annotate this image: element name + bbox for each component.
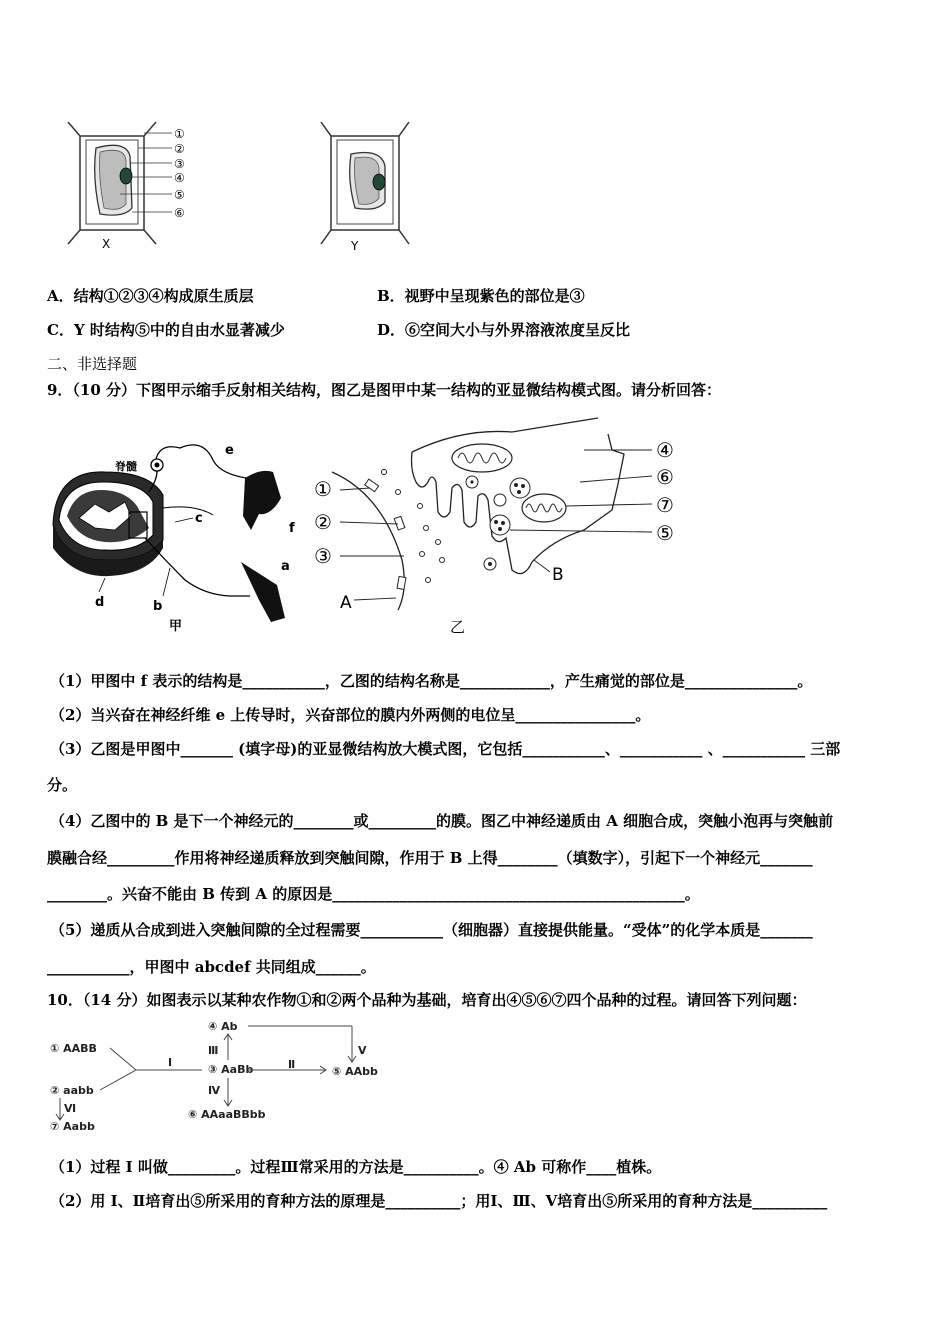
step-v: Ⅴ <box>358 1044 367 1057</box>
synapse-marker-5: ⑤ <box>656 521 674 545</box>
q9-stem: 9．（10 分）下图甲示缩手反射相关结构，图乙是图甲中某一结构的亚显微结构模式图。请分析回答： <box>47 381 722 399</box>
synapse-label-b: B <box>552 565 564 585</box>
synapse-marker-2: ② <box>314 510 332 534</box>
synapse-marker-1: ① <box>314 477 332 501</box>
synapse-marker-6: ⑥ <box>656 465 674 489</box>
node-1: ① AABB <box>50 1042 97 1055</box>
label-e: e <box>225 443 234 458</box>
q9-part1: （1）甲图中 f 表示的结构是___________，乙图的结构名称是____________，产生痛觉的部位是_______________。 <box>50 672 813 690</box>
section-heading: 二、非选择题 <box>47 355 138 373</box>
synapse-marker-3: ③ <box>314 544 332 568</box>
q8-option-d: D．⑥空间大小与外界溶液浓度呈反比 <box>377 321 631 339</box>
synapse-figure <box>312 410 702 635</box>
q9-part5-line2: ___________，甲图中 abcdef 共同组成______。 <box>47 958 376 976</box>
q10-stem: 10．（14 分）如图表示以某种农作物①和②两个品种为基础，培育出④⑤⑥⑦四个品种的过程。请回答下列问题： <box>47 991 807 1009</box>
step-ii: Ⅱ <box>288 1058 296 1071</box>
node-5: ⑤ AAbb <box>332 1065 378 1078</box>
q9-part4-line1: （4）乙图中的 B 是下一个神经元的________或_________的膜。图乙中神经递质由 A 细胞合成，突触小泡再与突触前 <box>50 812 834 830</box>
figure-yi-caption: 乙 <box>450 618 466 635</box>
step-iii: Ⅲ <box>208 1044 219 1057</box>
step-vi: Ⅵ <box>64 1102 77 1115</box>
q8-option-b: B．视野中呈现紫色的部位是③ <box>377 287 585 305</box>
marker-6: ⑥ <box>174 206 185 220</box>
figure-x-label: X <box>102 237 111 251</box>
q9-part3-line2: 分。 <box>47 776 78 794</box>
label-a: a <box>281 559 290 574</box>
figure-y-label: Y <box>351 239 359 253</box>
q9-part5-line1: （5）递质从合成到进入突触间隙的全过程需要___________（细胞器）直接提供能量。“受体”的化学本质是_______ <box>50 921 813 939</box>
q9-part4-line2: 膜融合经_________作用将神经递质释放到突触间隙，作用于 B 上得________（填数字），引起下一个神经元_______ <box>47 849 813 867</box>
node-4: ④ Ab <box>208 1020 238 1033</box>
marker-5: ⑤ <box>174 188 185 202</box>
step-i: I <box>168 1056 173 1069</box>
cell-figure-y <box>315 118 415 253</box>
q9-part3-line1: （3）乙图是甲图中_______ (填字母)的亚显微结构放大模式图，它包括___________、___________ 、___________ 三部 <box>50 740 841 758</box>
reflex-arc-figure <box>45 420 315 635</box>
q9-part4-line3: ________。兴奋不能由 B 传到 A 的原因是_______________________________________________。 <box>47 885 700 903</box>
node-3: ③ AaBb <box>208 1063 254 1076</box>
synapse-label-a: A <box>340 593 352 613</box>
q9-part2: （2）当兴奋在神经纤维 e 上传导时，兴奋部位的膜内外两侧的电位呈________________。 <box>50 706 651 724</box>
marker-2: ② <box>174 142 185 156</box>
marker-4: ④ <box>174 171 185 185</box>
q8-option-a: A．结构①②③④构成原生质层 <box>47 287 254 305</box>
node-6: ⑥ AAaaBBbb <box>188 1108 266 1121</box>
node-2: ② aabb <box>50 1084 94 1097</box>
marker-3: ③ <box>174 157 185 171</box>
q10-part1: （1）过程 I 叫做_________。过程Ⅲ常采用的方法是__________。④ Ab 可称作____植株。 <box>50 1158 662 1176</box>
marker-1: ① <box>174 127 185 141</box>
step-iv: Ⅳ <box>208 1084 221 1097</box>
synapse-marker-7: ⑦ <box>656 493 674 517</box>
spine-label: 脊髓 <box>115 460 137 473</box>
breeding-diagram <box>48 1018 398 1136</box>
label-f: f <box>289 521 295 536</box>
figure-jia-caption: 甲 <box>169 619 183 634</box>
node-7: ⑦ Aabb <box>50 1120 95 1133</box>
cell-figure-x <box>60 118 210 253</box>
q8-option-c: C．Y 时结构⑤中的自由水显著减少 <box>47 321 285 339</box>
label-c: c <box>195 511 203 526</box>
synapse-marker-4: ④ <box>656 438 674 462</box>
q10-part2: （2）用 I、Ⅱ培育出⑤所采用的育种方法的原理是__________；用Ⅰ、Ⅲ、Ⅴ培育出⑤所采用的育种方法是__________ <box>50 1192 828 1210</box>
label-d: d <box>95 595 105 610</box>
label-b: b <box>153 599 163 614</box>
